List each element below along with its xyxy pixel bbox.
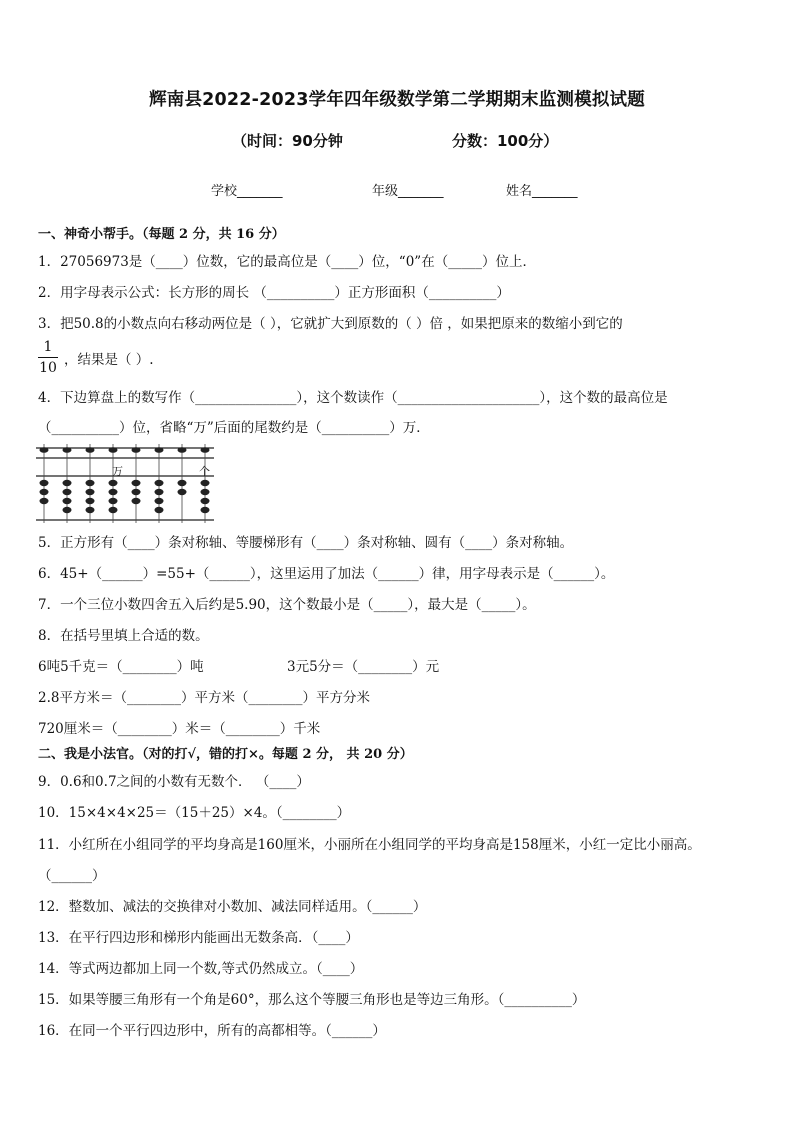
abacus-lower-bead bbox=[201, 507, 210, 513]
abacus-upper-bead bbox=[132, 447, 141, 453]
school-field: 学校_______ bbox=[211, 184, 283, 199]
abacus-lower-bead bbox=[63, 498, 72, 504]
fraction-denominator: 10 bbox=[39, 360, 57, 376]
abacus-label-ge: 个 bbox=[199, 465, 210, 478]
abacus-upper-bead bbox=[178, 447, 187, 453]
exam-score: 分数：100分） bbox=[452, 132, 559, 150]
abacus-lower-bead bbox=[155, 480, 164, 486]
abacus-upper-bead bbox=[86, 447, 95, 453]
fraction-numerator: 1 bbox=[43, 339, 53, 355]
question-8: 8．在括号里填上合适的数。 bbox=[38, 628, 209, 644]
abacus-lower-bead bbox=[63, 489, 72, 495]
abacus-lower-bead bbox=[178, 480, 187, 486]
question-2: 2．用字母表示公式：长方形的周长 （__________）正方形面积（__________） bbox=[38, 285, 510, 301]
question-8-row3: 720厘米＝（________）米＝（________）千米 bbox=[38, 721, 321, 737]
question-5: 5．正方形有（____）条对称轴、等腰梯形有（____）条对称轴、圆有（____）条对称轴。 bbox=[38, 535, 574, 551]
question-11: 11．小红所在小组同学的平均身高是160厘米，小丽所在小组同学的平均身高是158厘米，小红一定比小丽高。 bbox=[38, 837, 701, 853]
abacus-lower-bead bbox=[40, 489, 49, 495]
question-14: 14．等式两边都加上同一个数,等式仍然成立。（____） bbox=[38, 961, 364, 977]
section1-heading: 一、神奇小帮手。（每题 2 分，共 16 分） bbox=[38, 227, 285, 242]
question-10: 10．15×4×4×25＝（15＋25）×4。（________） bbox=[38, 805, 351, 821]
exam-time: （时间：90分钟 bbox=[232, 132, 343, 150]
question-8-row2: 2.8平方米＝（________）平方米（________）平方分米 bbox=[38, 690, 370, 706]
question-3: 3．把50.8的小数点向右移动两位是（ ），它就扩大到原数的（ ）倍 ，如果把原来的数缩小到它的 bbox=[38, 316, 623, 332]
exam-title: 辉南县2022-2023学年四年级数学第二学期期末监测模拟试题 bbox=[149, 90, 645, 110]
abacus-lower-bead bbox=[40, 498, 49, 504]
question-11-cont: （______） bbox=[38, 868, 106, 884]
abacus-upper-bead bbox=[63, 447, 72, 453]
abacus-lower-bead bbox=[132, 480, 141, 486]
abacus-lower-bead bbox=[132, 498, 141, 504]
abacus-label-wan: 万 bbox=[112, 465, 123, 478]
abacus-lower-bead bbox=[40, 480, 49, 486]
abacus-lower-bead bbox=[132, 489, 141, 495]
question-3-cont: ，结果是（ ）. bbox=[64, 352, 154, 368]
abacus-upper-bead bbox=[155, 447, 164, 453]
question-8-row1-b: 3元5分＝（________）元 bbox=[287, 659, 440, 675]
abacus-lower-bead bbox=[201, 489, 210, 495]
question-4-cont: （__________）位，省略“万”后面的尾数约是（__________）万． bbox=[38, 420, 430, 436]
abacus-lower-bead bbox=[86, 498, 95, 504]
abacus-lower-bead bbox=[109, 507, 118, 513]
question-4: 4．下边算盘上的数写作（_______________），这个数读作（_____________________），这个数的最高位是 bbox=[38, 390, 668, 406]
fraction-bar bbox=[38, 357, 58, 358]
abacus-lower-bead bbox=[109, 480, 118, 486]
abacus-lower-bead bbox=[63, 507, 72, 513]
question-1: 1．27056973是（____）位数，它的最高位是（____）位，“0”在（_____）位上． bbox=[38, 254, 536, 270]
question-8-row1-a: 6吨5千克＝（________）吨 bbox=[38, 659, 204, 675]
question-12: 12．整数加、减法的交换律对小数加、减法同样适用。（______） bbox=[38, 899, 427, 915]
abacus-lower-bead bbox=[155, 498, 164, 504]
name-field: 姓名_______ bbox=[506, 184, 578, 199]
question-6: 6．45+（______）=55+（______），这里运用了加法（______）律，用字母表示是（______）。 bbox=[38, 566, 615, 582]
abacus-lower-bead bbox=[155, 489, 164, 495]
abacus-upper-bead bbox=[40, 447, 49, 453]
abacus-upper-bead bbox=[201, 447, 210, 453]
abacus-lower-bead bbox=[63, 480, 72, 486]
fraction-one-tenth bbox=[38, 338, 58, 377]
abacus-lower-bead bbox=[86, 480, 95, 486]
abacus-lower-bead bbox=[109, 498, 118, 504]
question-9: 9．0.6和0.7之间的小数有无数个． （____） bbox=[38, 774, 310, 790]
abacus-lower-bead bbox=[178, 489, 187, 495]
abacus-lower-bead bbox=[201, 480, 210, 486]
question-16: 16．在同一个平行四边形中，所有的高都相等。（______） bbox=[38, 1023, 386, 1039]
question-7: 7．一个三位小数四舍五入后约是5.90，这个数最小是（_____），最大是（_____）。 bbox=[38, 597, 536, 613]
question-15: 15．如果等腰三角形有一个角是60°，那么这个等腰三角形也是等边三角形。（__________） bbox=[38, 992, 586, 1008]
question-13: 13．在平行四边形和梯形内能画出无数条高．（____） bbox=[38, 930, 359, 946]
abacus-upper-bead bbox=[109, 447, 118, 453]
abacus-lower-bead bbox=[201, 498, 210, 504]
abacus-lower-bead bbox=[155, 507, 164, 513]
section2-heading: 二、我是小法官。（对的打√，错的打×。每题 2 分， 共 20 分） bbox=[38, 747, 413, 762]
abacus-lower-bead bbox=[109, 489, 118, 495]
abacus-lower-bead bbox=[86, 489, 95, 495]
abacus-lower-bead bbox=[86, 507, 95, 513]
abacus-figure bbox=[36, 444, 216, 524]
grade-field: 年级_______ bbox=[372, 184, 444, 199]
